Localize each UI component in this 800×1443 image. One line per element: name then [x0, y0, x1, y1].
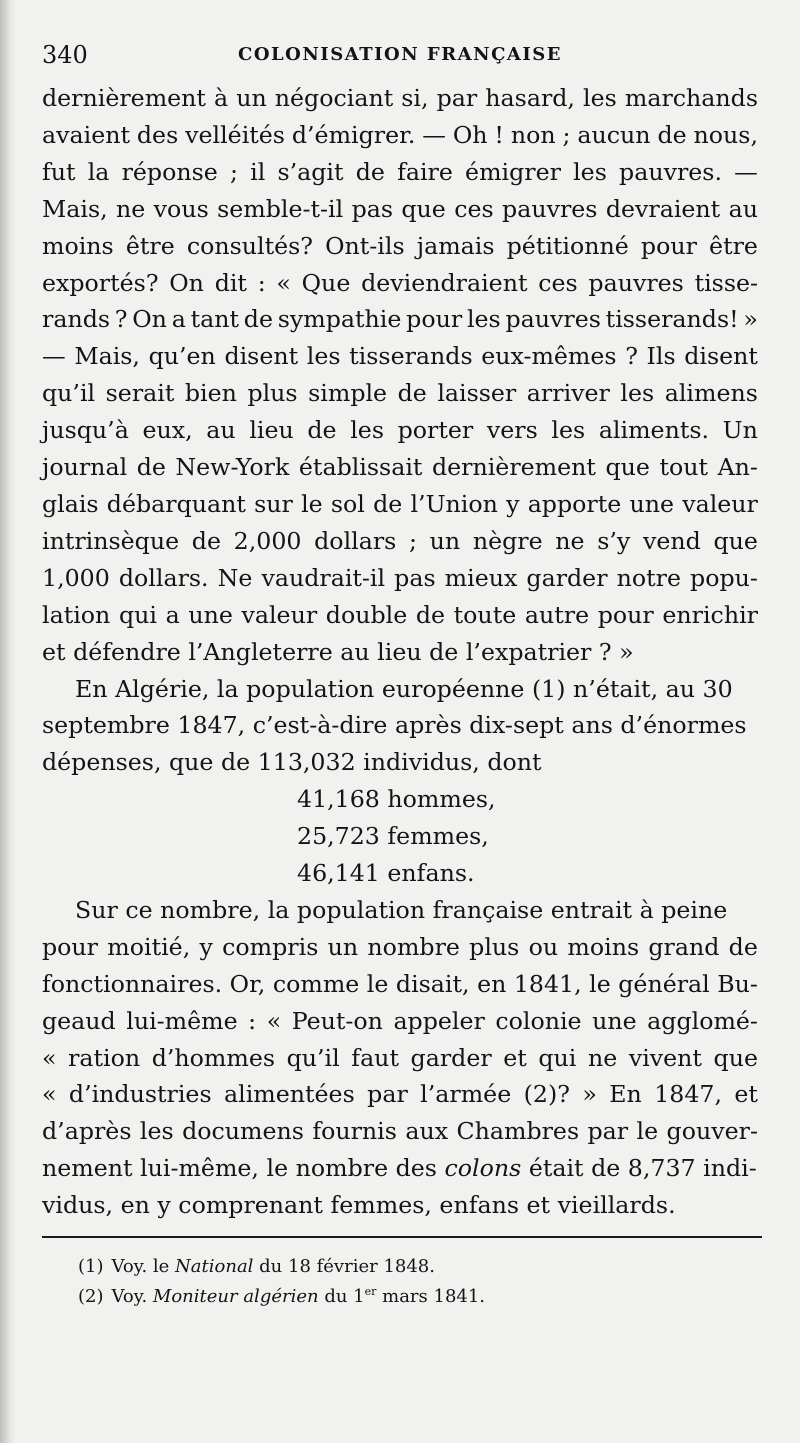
text-line: rands ? On a tant de sympathie pour les pauvres tisserands! »	[42, 305, 758, 334]
text-line: Sur ce nombre, la population française entrait à peine	[75, 895, 728, 924]
italic-word-colons: colons	[444, 1154, 522, 1183]
paragraph-french-colonists	[42, 892, 758, 1224]
paragraph-algeria-population	[42, 671, 758, 782]
text-line: qu’il serait bien plus simple de laisser arriver les alimens	[42, 379, 758, 408]
text-line: fut la réponse ; il s’agit de faire émigrer les pauvres. —	[42, 157, 758, 186]
text-line: dépenses, que de 113,032 individus, dont	[42, 748, 542, 777]
text-line: geaud lui-même : « Peut-on appeler colonie une agglomé-	[42, 1006, 758, 1035]
page-edge-shadow	[0, 0, 16, 1443]
footnotes	[42, 1252, 758, 1312]
running-title: COLONISATION FRANÇAISE	[238, 44, 562, 65]
text-line: moins être consultés? Ont-ils jamais pétitionné pour être	[42, 231, 758, 260]
population-breakdown-list	[42, 781, 758, 892]
page-number: 340	[42, 41, 88, 69]
text-line: 1,000 dollars. Ne vaudrait-il pas mieux garder notre popu-	[42, 563, 758, 592]
text-line: septembre 1847, c’est-à-dire après dix-sept ans d’énormes	[42, 711, 747, 740]
text-line: dernièrement à un négociant si, par hasard, les marchands	[42, 84, 758, 112]
paragraph-emigration-quote	[42, 80, 758, 671]
list-item-children: 46,141 enfans.	[297, 859, 475, 888]
text-line: Mais, ne vous semble-t-il pas que ces pauvres devraient au	[42, 194, 758, 223]
text-line: pour moitié, y compris un nombre plus ou moins grand de	[42, 932, 758, 961]
text-line: nement lui-même, le nombre des colons était de 8,737 indi-	[42, 1154, 757, 1183]
text-line: lation qui a une valeur double de toute autre pour enrichir	[42, 600, 758, 629]
text-line: « d’industries alimentées par l’armée (2)? » En 1847, et	[42, 1080, 758, 1109]
running-head	[42, 30, 758, 80]
list-item-women: 25,723 femmes,	[297, 822, 489, 851]
footnote-2: (2) Voy. Moniteur algérien du 1er mars 1841.	[78, 1285, 486, 1308]
footnote-divider	[42, 1236, 762, 1238]
book-page	[42, 30, 758, 1312]
text-line: et défendre l’Angleterre au lieu de l’expatrier ? »	[42, 637, 634, 666]
list-item-men: 41,168 hommes,	[297, 785, 496, 814]
footnote-1: (1) Voy. le National du 18 février 1848.	[78, 1256, 435, 1278]
text-line: — Mais, qu’en disent les tisserands eux-mêmes ? Ils disent	[42, 342, 758, 371]
text-line: jusqu’à eux, au lieu de les porter vers les aliments. Un	[42, 416, 758, 445]
text-line: En Algérie, la population européenne (1) n’était, au 30	[75, 674, 733, 703]
text-line: « ration d’hommes qu’il faut garder et qui ne vivent que	[42, 1043, 758, 1072]
text-line: vidus, en y comprenant femmes, enfans et vieillards.	[42, 1191, 676, 1220]
text-line: journal de New-York établissait dernièrement que tout An-	[42, 453, 758, 482]
text-line: avaient des velléités d’émigrer. — Oh ! non ; aucun de nous,	[42, 120, 758, 149]
text-line: fonctionnaires. Or, comme le disait, en 1841, le général Bu-	[42, 969, 758, 998]
text-line: glais débarquant sur le sol de l’Union y apporte une valeur	[42, 489, 758, 518]
text-line: d’après les documens fournis aux Chambres par le gouver-	[42, 1117, 758, 1146]
text-line: intrinsèque de 2,000 dollars ; un nègre ne s’y vend que	[42, 526, 758, 555]
text-line: exportés? On dit : « Que deviendraient ces pauvres tisse-	[42, 268, 758, 297]
